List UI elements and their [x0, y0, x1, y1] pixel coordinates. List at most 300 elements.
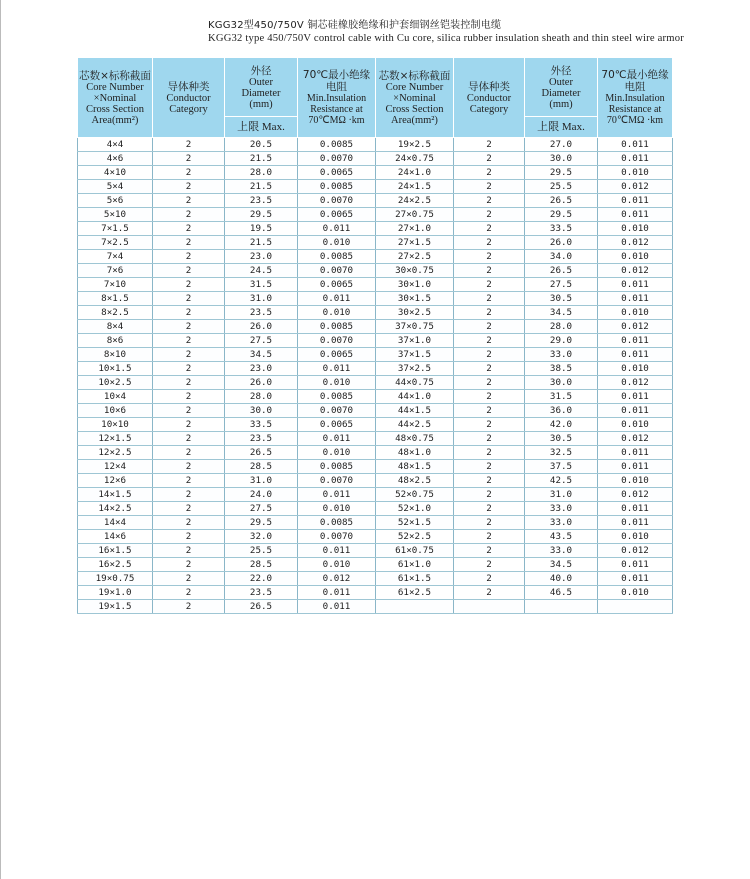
right-core-cell: 30×1.0: [376, 278, 454, 292]
table-row: [78, 502, 673, 516]
table-row: [78, 278, 673, 292]
right-od-cell: 30.5: [525, 292, 598, 306]
table-row: [78, 404, 673, 418]
left-core-cell: 7×2.5: [78, 236, 153, 250]
left-res-cell: 0.011: [298, 432, 376, 446]
left-od-cell: 28.0: [225, 390, 298, 404]
left-core-cell: 5×10: [78, 208, 153, 222]
right-res-cell: 0.011: [598, 572, 673, 586]
right-core-cell: 52×1.5: [376, 516, 454, 530]
left-cat-cell: 2: [153, 152, 225, 166]
header-res-en-2: Resistance at: [310, 104, 363, 115]
table-row: [78, 544, 673, 558]
left-core-cell: 12×4: [78, 460, 153, 474]
right-res-cell: 0.011: [598, 502, 673, 516]
right-core-cell: 27×1.0: [376, 222, 454, 236]
right-res-cell: 0.011: [598, 516, 673, 530]
right-cat-cell: 2: [454, 488, 525, 502]
left-res-cell: 0.0070: [298, 530, 376, 544]
right-core-cell: 44×2.5: [376, 418, 454, 432]
right-res-cell: 0.010: [598, 362, 673, 376]
right-res-cell: [598, 600, 673, 614]
table-row: [78, 194, 673, 208]
right-core-cell: 30×2.5: [376, 306, 454, 320]
header-od-en-1: Outer: [249, 76, 273, 88]
left-od-cell: 31.0: [225, 292, 298, 306]
header-od-en-3-right: (mm): [549, 98, 573, 110]
left-cat-cell: 2: [153, 502, 225, 516]
left-res-cell: 0.0065: [298, 348, 376, 362]
right-od-cell: 27.5: [525, 278, 598, 292]
right-res-cell: 0.010: [598, 530, 673, 544]
left-res-cell: 0.010: [298, 502, 376, 516]
right-cat-cell: 2: [454, 292, 525, 306]
right-cat-cell: 2: [454, 432, 525, 446]
left-od-cell: 27.5: [225, 502, 298, 516]
right-core-cell: 37×2.5: [376, 362, 454, 376]
left-core-cell: 7×1.5: [78, 222, 153, 236]
right-res-cell: 0.011: [598, 292, 673, 306]
right-od-cell: 36.0: [525, 404, 598, 418]
left-od-cell: 21.5: [225, 152, 298, 166]
header-conductor-en-2-right: Category: [469, 103, 509, 115]
left-res-cell: 0.0085: [298, 516, 376, 530]
cable-spec-table: [77, 57, 673, 614]
left-res-cell: 0.010: [298, 376, 376, 390]
right-cat-cell: 2: [454, 166, 525, 180]
left-od-cell: 22.0: [225, 572, 298, 586]
right-od-cell: 26.5: [525, 264, 598, 278]
right-core-cell: 27×0.75: [376, 208, 454, 222]
left-cat-cell: 2: [153, 138, 225, 152]
right-cat-cell: 2: [454, 586, 525, 600]
right-res-cell: 0.012: [598, 376, 673, 390]
right-cat-cell: 2: [454, 446, 525, 460]
left-cat-cell: 2: [153, 236, 225, 250]
header-conductor-cn: 导体种类: [167, 80, 210, 93]
left-res-cell: 0.011: [298, 222, 376, 236]
header-res-cn-right: 70℃最小绝缘电阻: [601, 69, 669, 93]
table-row: [78, 362, 673, 376]
right-od-cell: 31.5: [525, 390, 598, 404]
left-od-cell: 26.0: [225, 376, 298, 390]
left-od-cell: 26.0: [225, 320, 298, 334]
right-core-cell: 48×0.75: [376, 432, 454, 446]
left-res-cell: 0.0085: [298, 390, 376, 404]
left-cat-cell: 2: [153, 362, 225, 376]
right-od-cell: 32.5: [525, 446, 598, 460]
right-od-cell: 33.0: [525, 502, 598, 516]
header-res-cn: 70℃最小绝缘电阻: [302, 69, 371, 93]
right-core-cell: 61×2.5: [376, 586, 454, 600]
right-od-cell: 33.0: [525, 516, 598, 530]
left-od-cell: 28.5: [225, 460, 298, 474]
right-od-cell: 42.0: [525, 418, 598, 432]
right-od-cell: 28.0: [525, 320, 598, 334]
left-cat-cell: 2: [153, 194, 225, 208]
right-cat-cell: 2: [454, 362, 525, 376]
right-od-cell: 42.5: [525, 474, 598, 488]
table-body: [78, 138, 673, 614]
left-core-cell: 7×10: [78, 278, 153, 292]
right-od-cell: 34.5: [525, 558, 598, 572]
left-core-cell: 8×1.5: [78, 292, 153, 306]
right-res-cell: 0.012: [598, 488, 673, 502]
header-od-max-left: 上限 Max.: [225, 117, 298, 138]
header-res-en-1: Min.Insulation: [306, 93, 367, 104]
left-res-cell: 0.012: [298, 572, 376, 586]
left-core-cell: 8×4: [78, 320, 153, 334]
left-od-cell: 23.5: [225, 194, 298, 208]
header-core-en-3-right: Cross Section: [385, 103, 444, 115]
table-row: [78, 306, 673, 320]
right-core-cell: 27×1.5: [376, 236, 454, 250]
header-res-en-2-right: Resistance at: [608, 104, 662, 115]
left-core-cell: 12×2.5: [78, 446, 153, 460]
header-od-en-2: Diameter: [241, 87, 281, 99]
title-block: [208, 19, 748, 45]
table-row: [78, 488, 673, 502]
table-row: [78, 152, 673, 166]
right-res-cell: 0.012: [598, 264, 673, 278]
left-core-cell: 4×4: [78, 138, 153, 152]
right-core-cell: 30×0.75: [376, 264, 454, 278]
right-cat-cell: 2: [454, 306, 525, 320]
header-core-left: [78, 58, 153, 138]
left-cat-cell: 2: [153, 306, 225, 320]
left-cat-cell: 2: [153, 418, 225, 432]
table-row: [78, 264, 673, 278]
left-od-cell: 23.5: [225, 306, 298, 320]
left-core-cell: 19×1.0: [78, 586, 153, 600]
right-core-cell: 48×1.5: [376, 460, 454, 474]
right-cat-cell: 2: [454, 460, 525, 474]
right-res-cell: 0.011: [598, 152, 673, 166]
right-cat-cell: 2: [454, 404, 525, 418]
left-od-cell: 29.5: [225, 516, 298, 530]
right-core-cell: 61×1.0: [376, 558, 454, 572]
header-od-en-3: (mm): [249, 98, 273, 110]
right-cat-cell: 2: [454, 194, 525, 208]
left-cat-cell: 2: [153, 432, 225, 446]
left-od-cell: 34.5: [225, 348, 298, 362]
header-conductor-cn-right: 导体种类: [468, 80, 510, 93]
right-od-cell: 46.5: [525, 586, 598, 600]
table-row: [78, 292, 673, 306]
header-od-cn: 外径: [250, 64, 272, 77]
left-od-cell: 23.5: [225, 586, 298, 600]
right-res-cell: 0.012: [598, 544, 673, 558]
left-cat-cell: 2: [153, 278, 225, 292]
left-res-cell: 0.0065: [298, 166, 376, 180]
right-res-cell: 0.010: [598, 474, 673, 488]
right-res-cell: 0.011: [598, 446, 673, 460]
left-res-cell: 0.0085: [298, 180, 376, 194]
table-row: [78, 600, 673, 614]
right-cat-cell: 2: [454, 530, 525, 544]
left-core-cell: 14×6: [78, 530, 153, 544]
left-core-cell: 12×1.5: [78, 432, 153, 446]
table-row: [78, 236, 673, 250]
left-core-cell: 4×6: [78, 152, 153, 166]
right-cat-cell: 2: [454, 278, 525, 292]
right-res-cell: 0.011: [598, 404, 673, 418]
right-od-cell: 26.0: [525, 236, 598, 250]
table-row: [78, 432, 673, 446]
left-core-cell: 7×6: [78, 264, 153, 278]
table-row: [78, 586, 673, 600]
table-row: [78, 390, 673, 404]
left-res-cell: 0.0065: [298, 278, 376, 292]
right-core-cell: 61×0.75: [376, 544, 454, 558]
table-row: [78, 138, 673, 152]
table-row: [78, 180, 673, 194]
left-res-cell: 0.010: [298, 558, 376, 572]
right-cat-cell: 2: [454, 250, 525, 264]
left-res-cell: 0.0085: [298, 460, 376, 474]
right-core-cell: 52×2.5: [376, 530, 454, 544]
right-core-cell: 61×1.5: [376, 572, 454, 586]
left-core-cell: 10×2.5: [78, 376, 153, 390]
table-row: [78, 558, 673, 572]
left-od-cell: 30.0: [225, 404, 298, 418]
header-core-cn: 芯数×标称截面: [79, 69, 151, 82]
left-core-cell: 5×4: [78, 180, 153, 194]
right-core-cell: 19×2.5: [376, 138, 454, 152]
left-cat-cell: 2: [153, 516, 225, 530]
header-res-en-3-right: 70℃MΩ ·km: [606, 115, 664, 126]
left-res-cell: 0.011: [298, 488, 376, 502]
right-od-cell: 29.0: [525, 334, 598, 348]
right-core-cell: 24×1.0: [376, 166, 454, 180]
table-row: [78, 376, 673, 390]
header-od-cn-right: 外径: [550, 64, 572, 77]
left-res-cell: 0.011: [298, 362, 376, 376]
table-row: [78, 446, 673, 460]
header-core-en-4: Area(mm²): [91, 114, 139, 126]
left-res-cell: 0.0070: [298, 264, 376, 278]
left-od-cell: 28.5: [225, 558, 298, 572]
right-cat-cell: 2: [454, 320, 525, 334]
right-cat-cell: 2: [454, 544, 525, 558]
left-od-cell: 31.0: [225, 474, 298, 488]
left-od-cell: 26.5: [225, 446, 298, 460]
left-core-cell: 8×6: [78, 334, 153, 348]
header-od-en-1-right: Outer: [549, 76, 573, 88]
right-res-cell: 0.011: [598, 558, 673, 572]
header-core-en-4-right: Area(mm²): [391, 114, 438, 126]
right-res-cell: 0.011: [598, 460, 673, 474]
left-cat-cell: 2: [153, 572, 225, 586]
table-row: [78, 320, 673, 334]
right-cat-cell: 2: [454, 152, 525, 166]
table-row: [78, 208, 673, 222]
header-conductor-en-2: Category: [169, 103, 208, 115]
right-core-cell: 37×0.75: [376, 320, 454, 334]
left-core-cell: 12×6: [78, 474, 153, 488]
right-res-cell: 0.011: [598, 348, 673, 362]
right-core-cell: 48×1.0: [376, 446, 454, 460]
table-row: [78, 222, 673, 236]
right-od-cell: 38.5: [525, 362, 598, 376]
left-core-cell: 8×2.5: [78, 306, 153, 320]
right-cat-cell: 2: [454, 376, 525, 390]
left-od-cell: 29.5: [225, 208, 298, 222]
right-cat-cell: 2: [454, 264, 525, 278]
right-core-cell: 52×1.0: [376, 502, 454, 516]
right-core-cell: 24×2.5: [376, 194, 454, 208]
right-core-cell: 44×0.75: [376, 376, 454, 390]
left-core-cell: 19×0.75: [78, 572, 153, 586]
left-res-cell: 0.0070: [298, 152, 376, 166]
left-cat-cell: 2: [153, 320, 225, 334]
left-cat-cell: 2: [153, 530, 225, 544]
header-core-en-1: Core Number: [86, 81, 144, 93]
right-cat-cell: 2: [454, 236, 525, 250]
table-row: [78, 166, 673, 180]
left-core-cell: 10×4: [78, 390, 153, 404]
left-cat-cell: 2: [153, 404, 225, 418]
left-od-cell: 28.0: [225, 166, 298, 180]
left-res-cell: 0.011: [298, 292, 376, 306]
left-cat-cell: 2: [153, 544, 225, 558]
right-cat-cell: 2: [454, 334, 525, 348]
right-od-cell: 29.5: [525, 166, 598, 180]
left-res-cell: 0.0070: [298, 194, 376, 208]
header-resistance-right: [598, 58, 673, 138]
right-od-cell: 25.5: [525, 180, 598, 194]
left-res-cell: 0.0085: [298, 320, 376, 334]
left-res-cell: 0.0085: [298, 250, 376, 264]
left-core-cell: 8×10: [78, 348, 153, 362]
left-cat-cell: 2: [153, 334, 225, 348]
right-res-cell: 0.012: [598, 320, 673, 334]
title-chinese: KGG32型450/750V 铜芯硅橡胶绝缘和护套细钢丝铠装控制电缆: [208, 20, 502, 31]
right-res-cell: 0.011: [598, 138, 673, 152]
header-core-right: [376, 58, 454, 138]
left-od-cell: 26.5: [225, 600, 298, 614]
left-cat-cell: 2: [153, 446, 225, 460]
right-cat-cell: 2: [454, 474, 525, 488]
left-core-cell: 14×4: [78, 516, 153, 530]
right-cat-cell: 2: [454, 180, 525, 194]
right-cat-cell: 2: [454, 418, 525, 432]
right-od-cell: 34.0: [525, 250, 598, 264]
header-od-en-2-right: Diameter: [541, 87, 581, 99]
left-res-cell: 0.010: [298, 446, 376, 460]
right-core-cell: 44×1.0: [376, 390, 454, 404]
header-core-cn-right: 芯数×标称截面: [378, 69, 451, 82]
right-od-cell: [525, 600, 598, 614]
left-res-cell: 0.011: [298, 586, 376, 600]
right-core-cell: 37×1.0: [376, 334, 454, 348]
left-core-cell: 14×2.5: [78, 502, 153, 516]
header-res-en-3: 70℃MΩ ·km: [308, 115, 365, 126]
left-cat-cell: 2: [153, 166, 225, 180]
right-res-cell: 0.010: [598, 250, 673, 264]
left-res-cell: 0.011: [298, 544, 376, 558]
table-row: [78, 572, 673, 586]
left-cat-cell: 2: [153, 292, 225, 306]
left-od-cell: 24.5: [225, 264, 298, 278]
left-od-cell: 20.5: [225, 138, 298, 152]
left-cat-cell: 2: [153, 376, 225, 390]
right-od-cell: 30.5: [525, 432, 598, 446]
right-cat-cell: 2: [454, 138, 525, 152]
right-cat-cell: 2: [454, 502, 525, 516]
right-res-cell: 0.011: [598, 334, 673, 348]
left-cat-cell: 2: [153, 222, 225, 236]
right-res-cell: 0.011: [598, 390, 673, 404]
table-row: [78, 474, 673, 488]
left-core-cell: 7×4: [78, 250, 153, 264]
table-row: [78, 250, 673, 264]
left-od-cell: 24.0: [225, 488, 298, 502]
right-core-cell: 27×2.5: [376, 250, 454, 264]
right-cat-cell: 2: [454, 208, 525, 222]
right-res-cell: 0.010: [598, 418, 673, 432]
left-od-cell: 31.5: [225, 278, 298, 292]
left-core-cell: 10×10: [78, 418, 153, 432]
right-core-cell: 37×1.5: [376, 348, 454, 362]
left-cat-cell: 2: [153, 488, 225, 502]
right-od-cell: 29.5: [525, 208, 598, 222]
left-core-cell: 16×2.5: [78, 558, 153, 572]
header-res-en-1-right: Min.Insulation: [605, 93, 665, 104]
left-cat-cell: 2: [153, 600, 225, 614]
left-od-cell: 21.5: [225, 180, 298, 194]
left-res-cell: 0.0070: [298, 334, 376, 348]
header-conductor-right: [454, 58, 525, 138]
right-cat-cell: 2: [454, 516, 525, 530]
right-cat-cell: [454, 600, 525, 614]
right-cat-cell: 2: [454, 558, 525, 572]
table-row: [78, 348, 673, 362]
left-od-cell: 27.5: [225, 334, 298, 348]
header-od-right: [525, 58, 598, 117]
header-od-max-right: 上限 Max.: [525, 117, 598, 138]
right-core-cell: 52×0.75: [376, 488, 454, 502]
right-res-cell: 0.010: [598, 586, 673, 600]
left-res-cell: 0.0085: [298, 138, 376, 152]
left-od-cell: 23.0: [225, 250, 298, 264]
left-core-cell: 10×6: [78, 404, 153, 418]
right-res-cell: 0.012: [598, 236, 673, 250]
left-od-cell: 21.5: [225, 236, 298, 250]
right-od-cell: 33.5: [525, 222, 598, 236]
left-od-cell: 23.0: [225, 362, 298, 376]
right-res-cell: 0.010: [598, 306, 673, 320]
left-cat-cell: 2: [153, 474, 225, 488]
page-left-border: [0, 0, 1, 879]
left-res-cell: 0.0070: [298, 474, 376, 488]
left-od-cell: 32.0: [225, 530, 298, 544]
right-cat-cell: 2: [454, 348, 525, 362]
right-od-cell: 27.0: [525, 138, 598, 152]
right-od-cell: 31.0: [525, 488, 598, 502]
title-english: KGG32 type 450/750V control cable with Cu core, silica rubber insulation sheath and thin steel wire armor: [208, 33, 684, 44]
right-od-cell: 43.5: [525, 530, 598, 544]
left-res-cell: 0.010: [298, 236, 376, 250]
header-core-en-1-right: Core Number: [385, 81, 444, 93]
left-cat-cell: 2: [153, 180, 225, 194]
table-row: [78, 530, 673, 544]
right-core-cell: 24×0.75: [376, 152, 454, 166]
header-conductor-left: [153, 58, 225, 138]
right-od-cell: 30.0: [525, 152, 598, 166]
right-core-cell: [376, 600, 454, 614]
left-cat-cell: 2: [153, 208, 225, 222]
